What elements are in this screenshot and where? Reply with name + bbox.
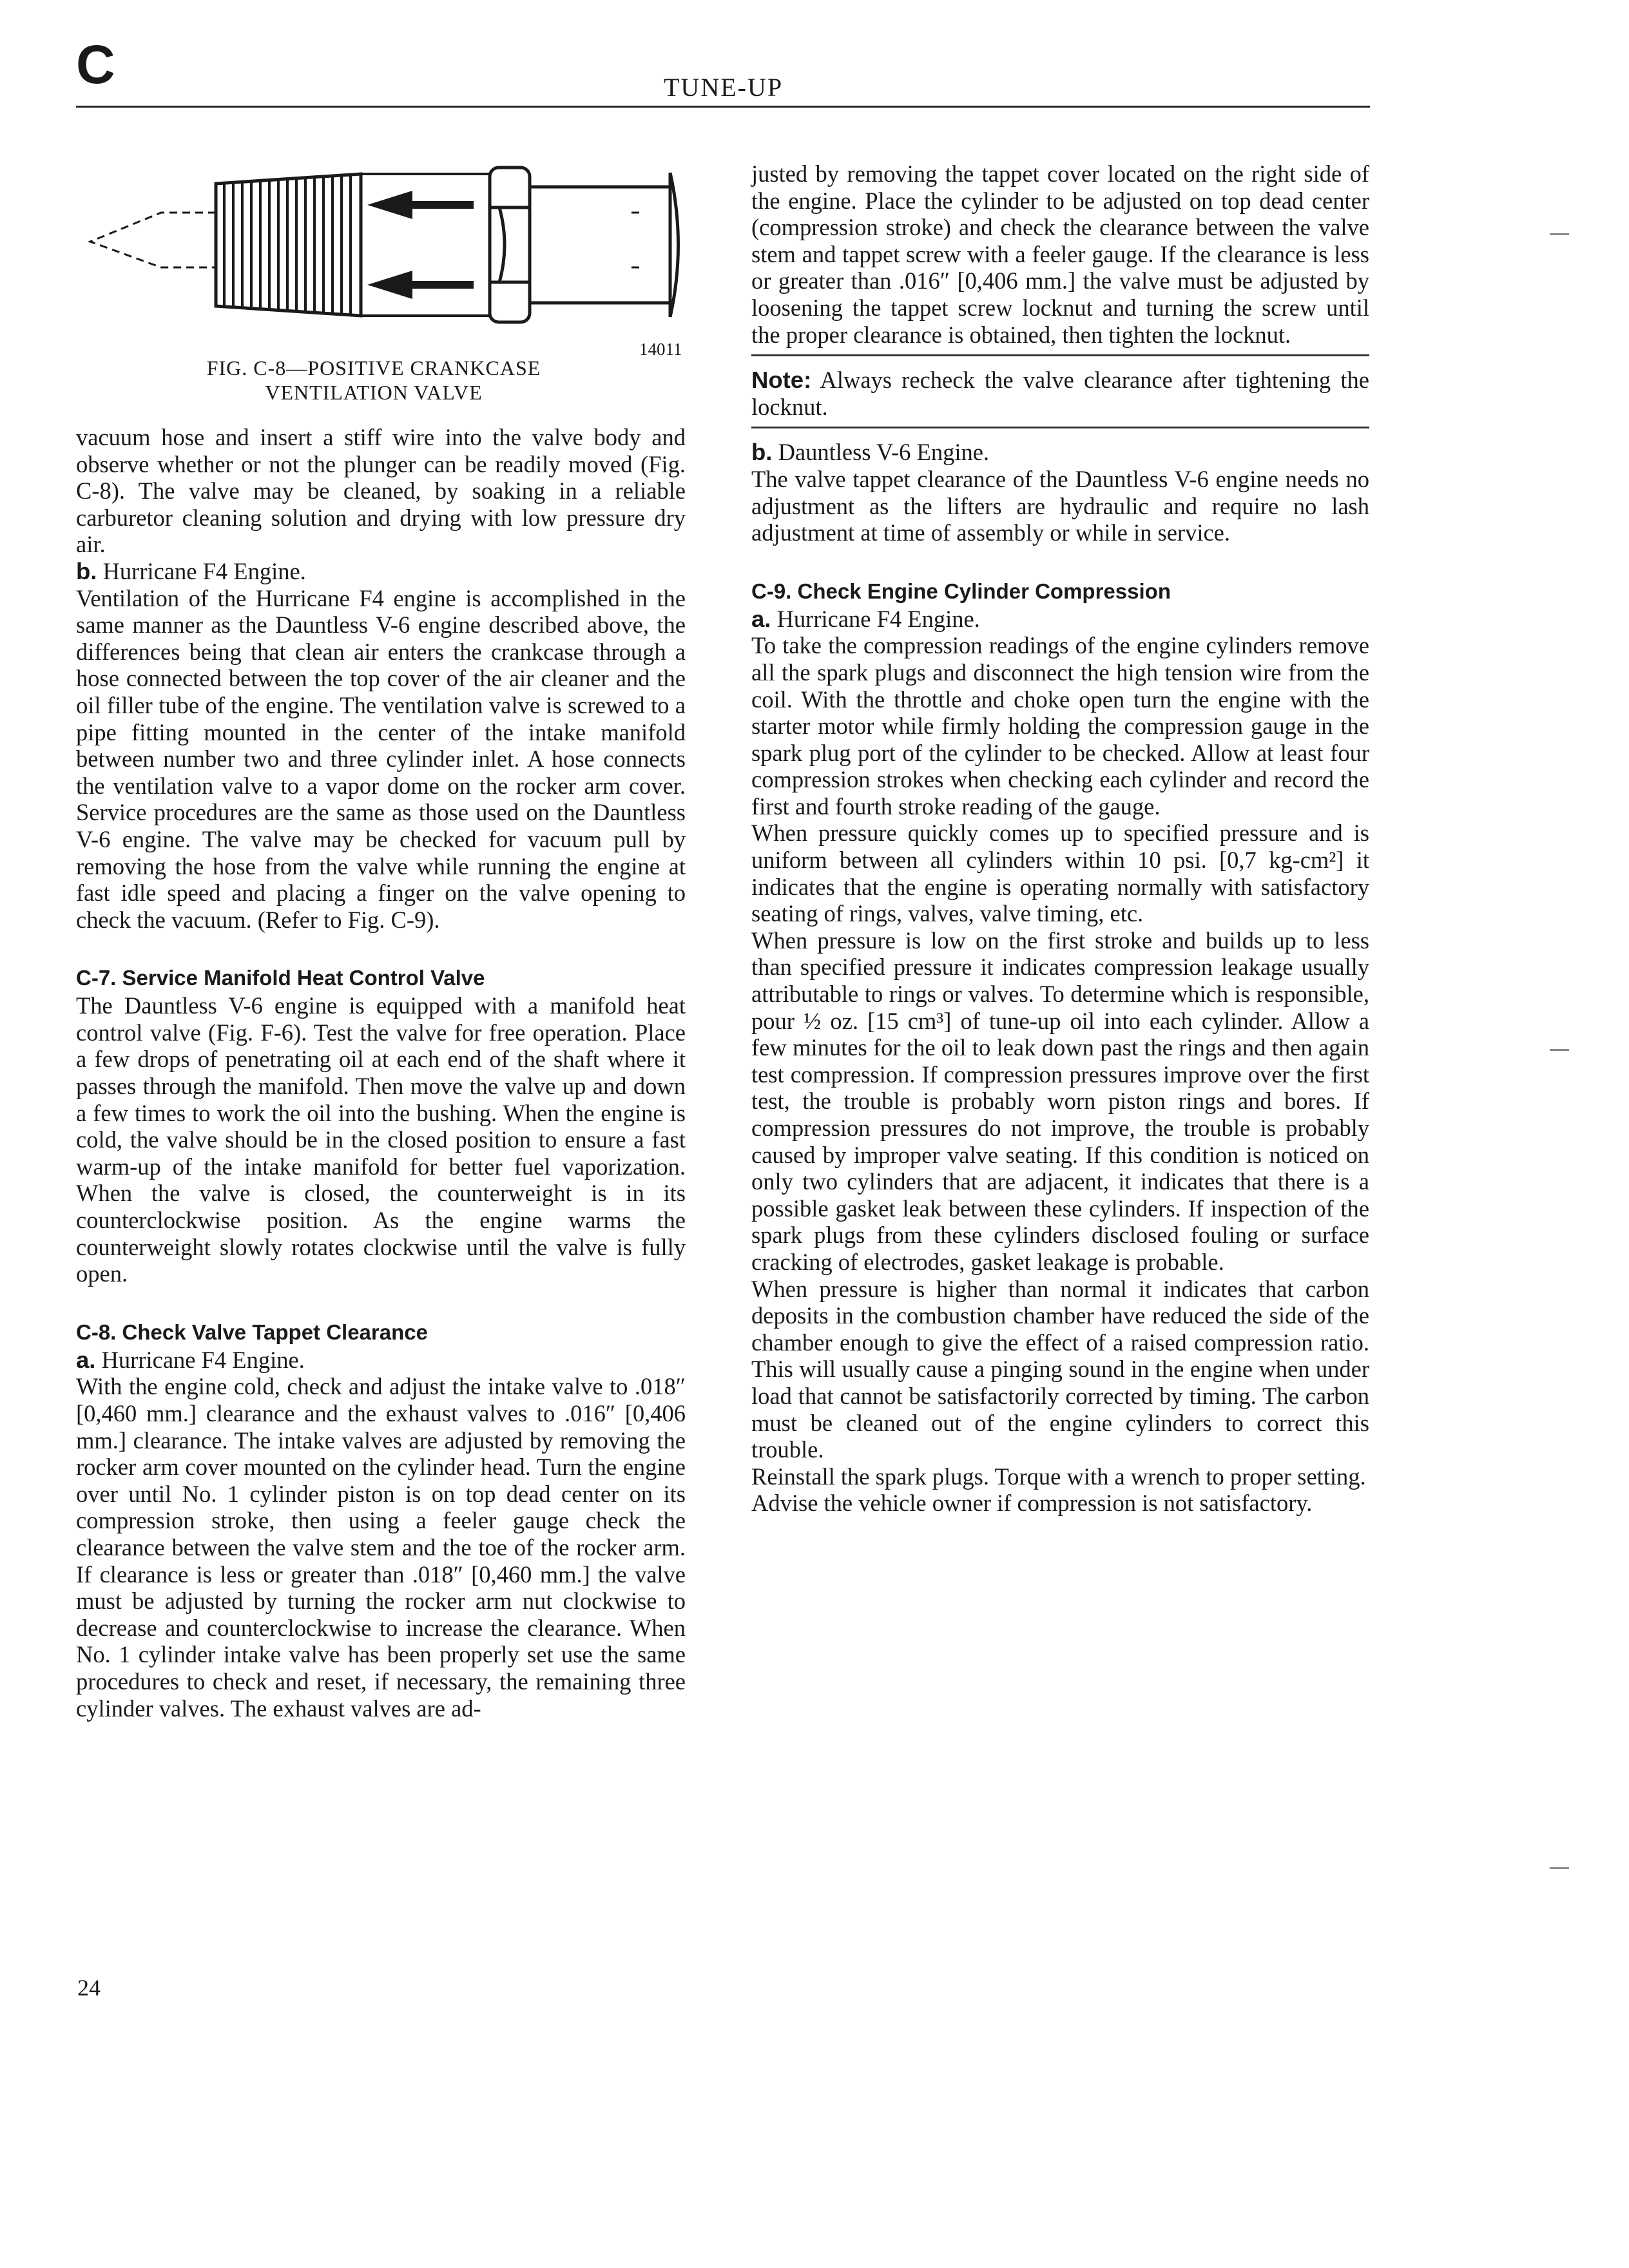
margin-mark <box>1550 1049 1569 1051</box>
note <box>751 367 1369 420</box>
subheading-letter: b. <box>76 557 97 584</box>
section-heading-c9: C-9. Check Engine Cylinder Compression <box>751 579 1171 603</box>
figure-number: 14011 <box>639 340 682 359</box>
paragraph: When pressure quickly comes up to specified pressure and is uniform between all cylinders within 10 psi. [0,7 kg-cm²] it indicates that the engine is operating normally with satisfactory seating of rings, valves, valve timing, etc. <box>751 820 1369 927</box>
subheading-letter: a. <box>76 1346 96 1373</box>
paragraph: With the engine cold, check and adjust the intake valve to .018″ [0,460 mm.] clearance and the exhaust valves to .016″ [0,406 mm.] clearance. The intake valves are adjusted by removing the rocker arm cover mounted on the cylinder head. Turn the engine over until No. 1 cylinder piston is on top dead center on its compression stroke, then using a feeler gauge check the clearance between the valve stem and the toe of the rocker arm. If clearance is less or greater than .018″ [0,460 mm.] the valve must be adjusted by turning the rocker arm nut clockwise to decrease and counterclockwise to increase the clearance. When No. 1 cylinder intake valve has been properly set use the same procedures to check and reset, if necessary, the remaining three cylinder valves. The exhaust valves are ad- <box>76 1373 686 1722</box>
note-rule-bottom <box>751 427 1369 428</box>
paragraph: When pressure is low on the first stroke and builds up to less than specified pressure it indicates compression leakage usually attributable to rings or valves. To determine which is responsible, pour ½ oz. [15 cm³] of tune-up oil into each cylinder. Allow a few minutes for the oil to leak down past the rings and then again test compression. If compression pressures improve over the first test, the trouble is probably worn piston rings and bores. If compression pressures do not improve, the trouble is probably caused by improper valve seating. If this condition is noticed on only two cylinders that are adjacent, it indicates that there is a possible gasket leak between these cylinders. If inspection of the spark plugs from these cylinders disclosed fouling or surface cracking of electrodes, gasket leakage is probable. <box>751 927 1369 1275</box>
paragraph: The Dauntless V-6 engine is equipped with a manifold heat control valve (Fig. F-6). Test the valve for free operation. Place a few drops of penetrating oil at each end of the shaft where it passes through the manifold. Then move the valve up and down a few times to work the oil into the bushing. When the engine is cold, the valve should be in the closed position to ensure a fast warm-up of the intake manifold for better fuel vaporization. When the valve is closed, the counterweight is in its counterclockwise position. As the engine warms the counterweight slowly rotates clockwise until the valve is fully open. <box>76 992 686 1287</box>
note-rule-top <box>751 354 1369 356</box>
subheading-text: Hurricane F4 Engine. <box>95 1346 305 1373</box>
section-heading-c7: C-7. Service Manifold Heat Control Valve <box>76 966 485 990</box>
margin-mark <box>1550 233 1569 235</box>
note-label: Note: <box>751 367 812 394</box>
paragraph: The valve tappet clearance of the Dauntless V-6 engine needs no adjustment as the lifters are hydraulic and require no lash adjustment at time of assembly or while in service. <box>751 465 1369 546</box>
subheading <box>76 558 686 585</box>
subheading-letter: b. <box>751 439 773 466</box>
figure-caption-line2: VENTILATION VALVE <box>265 381 483 404</box>
section-letter: C <box>76 34 115 95</box>
subheading-text: Hurricane F4 Engine. <box>97 557 306 584</box>
subheading-letter: a. <box>751 605 771 632</box>
section-heading-c8: C-8. Check Valve Tappet Clearance <box>76 1320 428 1344</box>
figure-caption <box>155 356 593 405</box>
subheading <box>751 439 1369 466</box>
note-text: Always recheck the valve clearance after tightening the locknut. <box>751 367 1369 420</box>
left-column <box>76 424 686 1722</box>
page-number: 24 <box>77 1975 101 2001</box>
margin-mark <box>1550 1867 1569 1869</box>
header-rule <box>76 106 1370 108</box>
paragraph: vacuum hose and insert a stiff wire into the valve body and observe whether or not the plunger can be readily moved (Fig. C-8). The valve may be cleaned, by soaking in a reliable carburetor cleaning solution and drying with low pressure dry air. <box>76 424 686 558</box>
paragraph: Reinstall the spark plugs. Torque with a wrench to proper setting. <box>751 1463 1366 1490</box>
paragraph: To take the compression readings of the engine cylinders remove all the spark plugs and disconnect the high tension wire from the coil. With the throttle and choke open turn the engine with the starter motor while firmly holding the compression gauge in the spark plug port of the cylinder to be checked. Allow at least four compression strokes when checking each cylinder and record the first and fourth stroke reading of the gauge. <box>751 632 1369 820</box>
subheading-text: Hurricane F4 Engine. <box>771 605 980 632</box>
paragraph: Advise the vehicle owner if compression is not satisfactory. <box>751 1490 1313 1517</box>
paragraph: Ventilation of the Hurricane F4 engine is accomplished in the same manner as the Dauntless V-6 engine described above, the differences being that clean air enters the crankcase through a hose connected between the top cover of the air cleaner and the oil filler tube of the engine. The ventilation valve is screwed to a pipe fitting mounted in the center of the intake manifold between number two and three cylinder inlet. A hose connects the ventilation valve to a vapor dome on the rocker arm cover. Service procedures are the same as those used on the Dauntless V-6 engine. The valve may be checked for vacuum pull by removing the hose from the valve while running the engine at fast idle speed and placing a finger on the valve opening to check the vacuum. (Refer to Fig. C-9). <box>76 584 686 933</box>
subheading-text: Dauntless V-6 Engine. <box>772 439 990 466</box>
running-head: TUNE-UP <box>664 73 784 102</box>
subheading <box>76 1347 686 1374</box>
paragraph: justed by removing the tappet cover located on the right side of the engine. Place the cylinder to be adjusted on top dead center (compression stroke) and check the clearance between the valve stem and tappet screw with a feeler gauge. If the clearance is less or greater than .016″ [0,406 mm.] the valve must be adjusted by loosening the tappet screw locknut and turning the screw until the proper clearance is obtained, then tighten the locknut. <box>751 160 1369 348</box>
paragraph: When pressure is higher than normal it indicates that carbon deposits in the combustion chamber have reduced the side of the chamber enough to give the effect of a raised compression ratio. This will usually cause a pinging sound in the engine when under load that cannot be satisfactorily corrected by timing. The carbon must be cleaned out of the engine cylinders to correct this trouble. <box>751 1275 1369 1463</box>
figure-caption-line1: FIG. C-8—POSITIVE CRANKCASE <box>206 356 541 380</box>
right-column <box>751 160 1369 1517</box>
subheading <box>751 606 1369 633</box>
